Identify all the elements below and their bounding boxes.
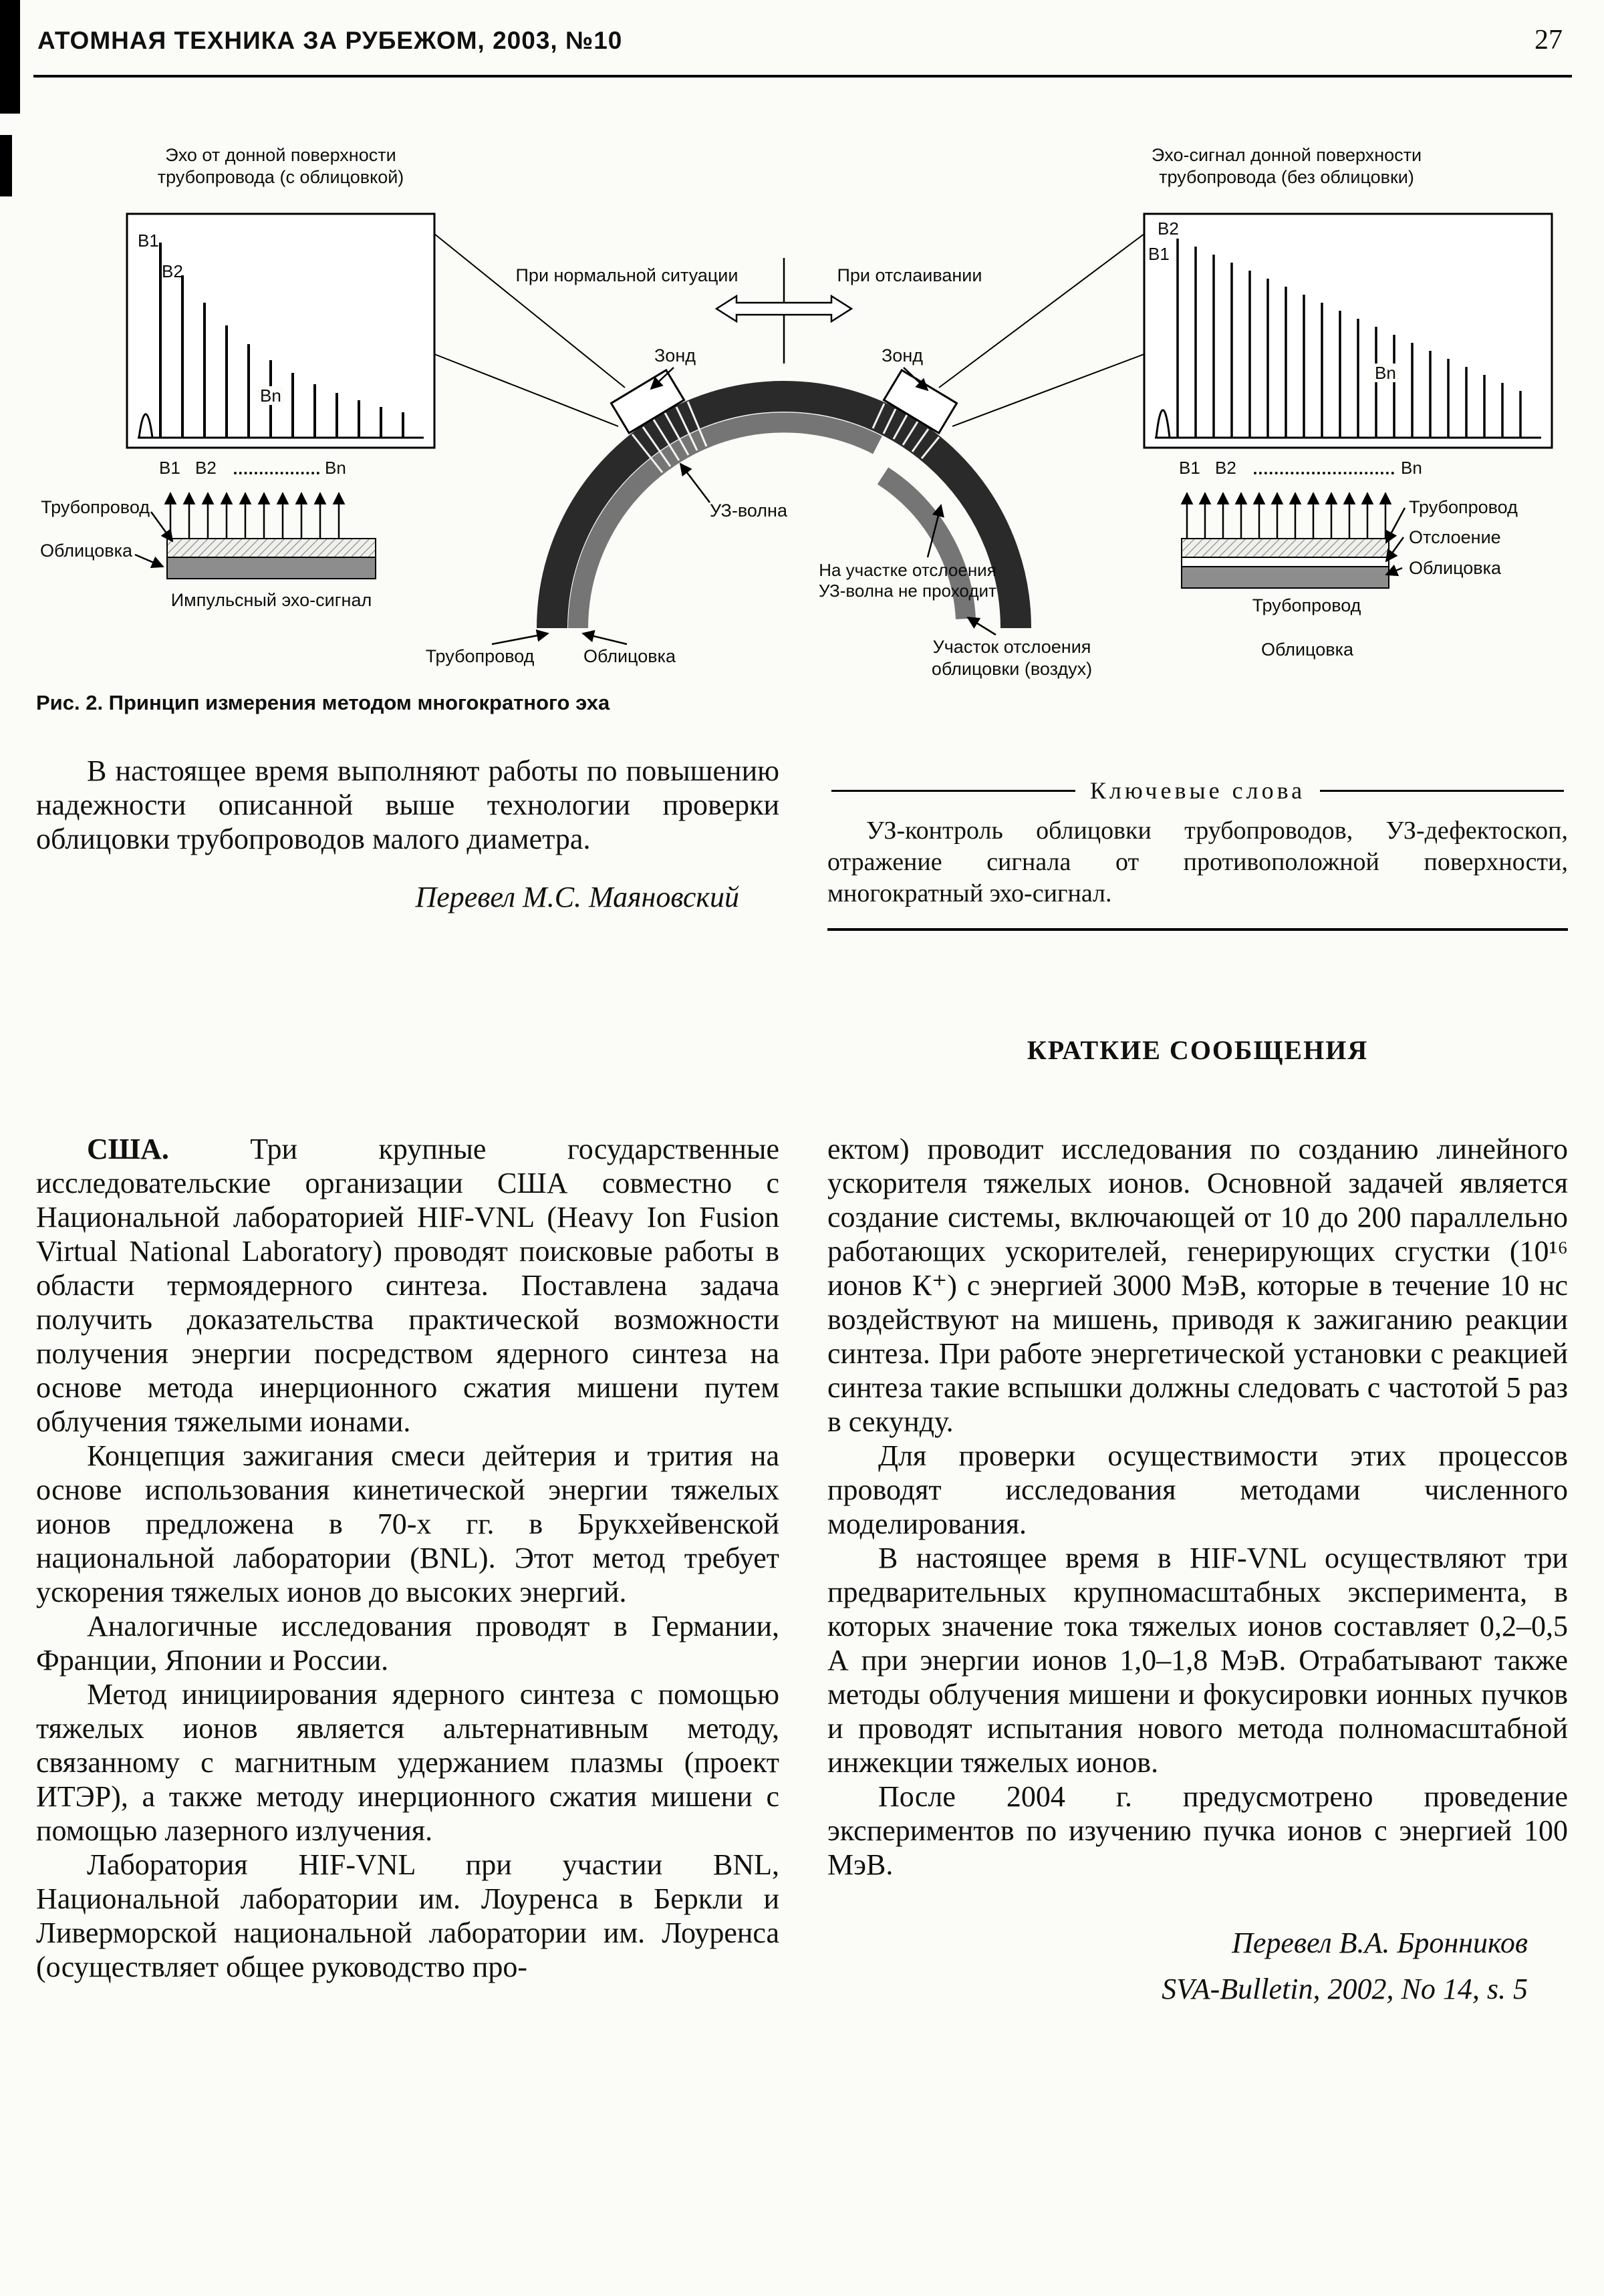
- keywords-title: Ключевые слова: [1089, 777, 1306, 804]
- left-echo-b2: B2: [195, 458, 217, 478]
- left-pipe-layer-label: Трубопровод: [41, 497, 150, 517]
- right-panel-title-line1: Эхо-сигнал донной поверхности: [1151, 145, 1422, 165]
- right-bottom-lining-label: Облицовка: [1260, 639, 1354, 660]
- left-echo-bn: Bn: [325, 458, 346, 478]
- right-b2-label: B2: [1158, 219, 1179, 239]
- keywords-header: [827, 776, 1568, 805]
- figure-caption: Рис. 2. Принцип измерения методом многократного эха: [36, 691, 610, 714]
- figure-echo-measurement: [0, 134, 1604, 722]
- left-lining-layer-label: Облицовка: [39, 541, 132, 561]
- normal-situation-label: При нормальной ситуации: [515, 265, 739, 285]
- right-echo-b2: B2: [1215, 458, 1236, 478]
- article-paragraph: Аналогичные исследования проводят в Германии, Франции, Японии и России.: [36, 1610, 779, 1677]
- paragraph-text: Три крупные государственные исследовательские организации США совместно с Национальной лабораторией HIF-VNL (Heavy Ion Fusion Virtual National Laboratory) проводят поисковые работы в области термоядерного синтеза. Поставлена задача получить доказательства практической возможности получения энергии посредством ядерного синтеза на основе метода инерционного сжатия мишени путем облучения тяжелыми ионами.: [36, 1133, 779, 1438]
- delamination-label: При отслаивании: [837, 265, 982, 285]
- article-right-column: [827, 1132, 1568, 2006]
- article-paragraph: ектом) проводит исследования по созданию линейного ускорителя тяжелых ионов. Основной задачей является создание системы, включающей от 10 до 200 параллельно работающих ускорителей, генерирующих сгустки (10¹⁶ ионов К⁺) с энергией 3000 МэВ, которые в течение 10 нс воздействуют на мишень, приводя к зажиганию реакции синтеза. При работе энергетической установки с реакцией синтеза такие вспышки должны следовать с частотой 5 раз в секунду.: [827, 1133, 1568, 1438]
- right-panel-title: [1103, 144, 1470, 188]
- left-panel-title-line2: трубопровода (с облицовкой): [157, 167, 404, 187]
- article-left-column: [36, 1132, 779, 1984]
- left-b2-label: B2: [162, 261, 183, 281]
- delam-area-line2: облицовки (воздух): [931, 659, 1093, 679]
- left-bn-label: Bn: [258, 386, 283, 405]
- right-echo-graph: [1144, 214, 1552, 448]
- article-paragraph: Концепция зажигания смеси дейтерия и трития на основе использования кинетической энергии тяжелых ионов предложена в 70-х гг. в Брукхейвенской национальной лаборатории (BNL). Этот метод требует ускорения тяжелых ионов до высоких энергий.: [36, 1439, 779, 1608]
- article-paragraph: Для проверки осуществимости этих процессов проводят исследования методами численного моделирования.: [827, 1439, 1568, 1540]
- right-layer-bands: [1182, 539, 1389, 588]
- section-title: КРАТКИЕ СООБЩЕНИЯ: [1027, 1035, 1369, 1065]
- left-panel-title-line1: Эхо от донной поверхности: [165, 145, 396, 165]
- intro-paragraph: В настоящее время выполняют работы по повышению надежности описанной выше технологии проверки облицовки трубопроводов малого диаметра.: [36, 754, 779, 855]
- right-b1-label: B1: [1148, 244, 1170, 264]
- header-rule: [33, 75, 1572, 78]
- no-pass-line1: На участке отслоения: [819, 560, 996, 580]
- right-panel-title-line2: трубопровода (без облицовки): [1159, 167, 1414, 187]
- left-layer-bands: [167, 539, 376, 579]
- paragraph-lead: США.: [87, 1133, 169, 1165]
- right-echo-bn: Bn: [1401, 458, 1422, 478]
- right-pipe-layer-label: Трубопровод: [1409, 497, 1518, 517]
- left-echo-b1: B1: [159, 458, 180, 478]
- scan-artifact: [0, 0, 20, 114]
- intro-translator: Перевел М.С. Маяновский: [415, 881, 739, 913]
- no-pass-label: [807, 560, 1008, 601]
- left-echo-graph: [127, 214, 434, 448]
- left-signal-caption: Импульсный эхо-сигнал: [170, 590, 372, 610]
- arc-lining-bottom-label: Облицовка: [583, 646, 676, 666]
- probe-right-label: Зонд: [882, 345, 923, 366]
- article-paragraph: В настоящее время в HIF-VNL осуществляют три предварительных крупномасштабных эксперимента, в которых значение тока тяжелых ионов составляет 0,2–0,5 А при энергии ионов 1,0–1,8 МэВ. Отрабатывают также методы облучения мишени и фокусировки ионных пучков и проводят испытания нового метода полномасштабной инжекции тяжелых ионов.: [827, 1542, 1568, 1779]
- keywords-rule-right: [1320, 790, 1564, 792]
- right-echo-dots: [1254, 472, 1394, 474]
- left-panel-title: [114, 144, 448, 188]
- page-number: 27: [1534, 25, 1563, 55]
- probe-left-label: Зонд: [654, 345, 696, 366]
- left-echo-dots: [234, 472, 319, 474]
- keywords-rule-left: [831, 790, 1075, 792]
- delam-area-line1: Участок отслоения: [932, 637, 1091, 657]
- arc-pipe-bottom-label: Трубопровод: [425, 646, 535, 666]
- right-lining-layer-label: Облицовка: [1409, 558, 1502, 578]
- keywords-block: [827, 776, 1568, 931]
- no-pass-line2: УЗ-волна не проходит: [819, 581, 996, 601]
- article-paragraph: Метод инициирования ядерного синтеза с помощью тяжелых ионов является альтернативным методу, связанному с магнитным удержанием плазмы (проект ИТЭР), а также методу инерционного сжатия мишени с помощью лазерного излучения.: [36, 1678, 779, 1847]
- right-bottom-pipe-label: Трубопровод: [1252, 595, 1361, 615]
- article-paragraph: [36, 1132, 779, 1439]
- uz-wave-label: УЗ-волна: [709, 500, 787, 521]
- intro-block: [36, 754, 779, 914]
- right-bn-label: Bn: [1373, 364, 1398, 382]
- journal-title: АТОМНАЯ ТЕХНИКА ЗА РУБЕЖОМ, 2003, №10: [37, 27, 623, 54]
- right-delam-layer-label: Отслоение: [1409, 527, 1501, 547]
- article-paragraph: После 2004 г. предусмотрено проведение экспериментов по изучению пучка ионов с энергией 100 МэВ.: [827, 1780, 1568, 1881]
- right-echo-arrows: [1187, 493, 1385, 539]
- delam-area-label: [908, 636, 1116, 680]
- right-echo-b1: B1: [1179, 458, 1200, 478]
- left-echo-arrows: [170, 493, 339, 539]
- article-paragraph: Лаборатория HIF-VNL при участии BNL, Национальной лаборатории им. Лоуренса в Беркли и Ливерморской национальной лаборатории им. Лоуренса (осуществляет общее руководство про-: [36, 1848, 779, 1983]
- article-source: SVA-Bulletin, 2002, No 14, s. 5: [1162, 1973, 1528, 2005]
- figure-canvas: [0, 134, 1604, 722]
- left-b1-label: B1: [138, 231, 159, 251]
- keywords-text: УЗ-контроль облицовки трубопроводов, УЗ-дефектоскоп, отражение сигнала от противоположной поверхности, многократный эхо-сигнал.: [827, 817, 1568, 907]
- article-translator: Перевел В.А. Бронников: [1232, 1926, 1528, 1959]
